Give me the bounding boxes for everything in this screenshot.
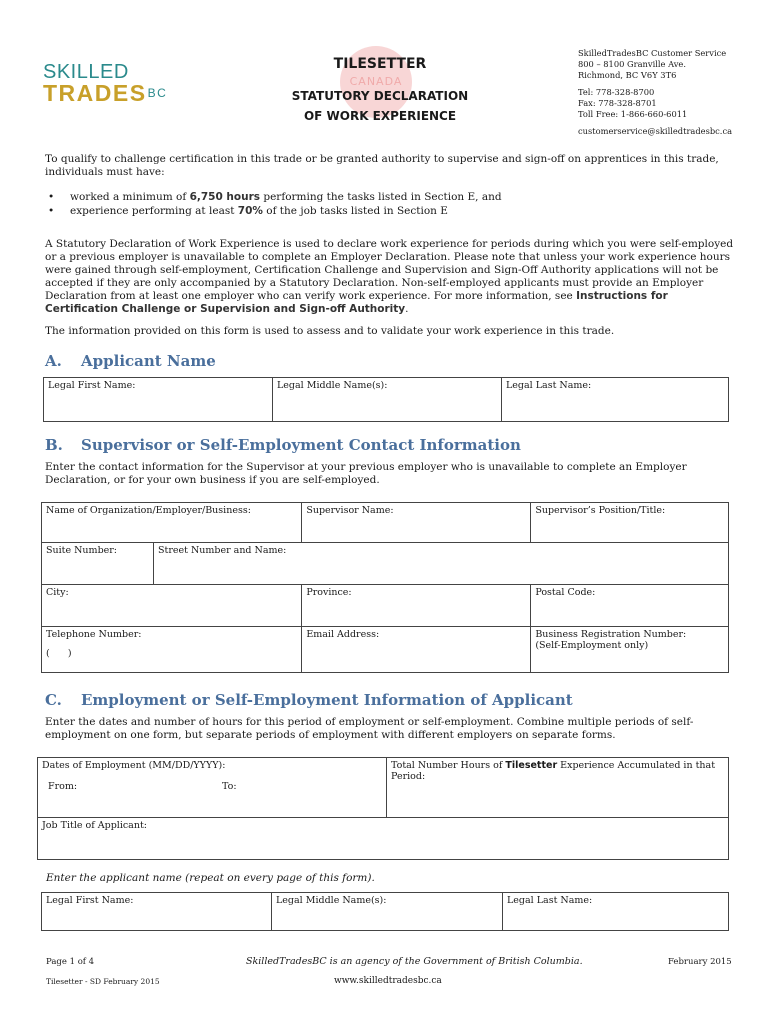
- trade-title: TILESETTER: [333, 56, 427, 72]
- postal-code-field[interactable]: Postal Code:: [531, 585, 729, 627]
- usage-note: The information provided on this form is used to assess and to validate your work experience in this trade.: [45, 325, 615, 337]
- legal-first-name-field[interactable]: Legal First Name:: [44, 378, 273, 422]
- city-field[interactable]: City:: [42, 585, 302, 627]
- section-c-heading: C. Employment or Self-Employment Information of Applicant: [45, 691, 573, 709]
- logo-bc: BC: [147, 86, 168, 100]
- repeat-first-name-field[interactable]: Legal First Name:: [42, 893, 272, 931]
- agency-statement: SkilledTradesBC is an agency of the Government of British Columbia.: [246, 956, 583, 967]
- requirements-list: [48, 190, 708, 218]
- form-code: Tilesetter - SD February 2015: [46, 977, 160, 986]
- requirement-item: • experience performing at least 70% of the job tasks listed in Section E: [48, 205, 448, 217]
- logo-trades: TRADES: [43, 80, 147, 106]
- from-date-label: From:: [48, 781, 78, 792]
- intro-text: To qualify to challenge certification in this trade or be granted authority to supervise and sign-off on apprentices in this trade, individuals must have:: [45, 153, 719, 178]
- repeat-last-name-field[interactable]: Legal Last Name:: [503, 893, 729, 931]
- footer-date: February 2015: [668, 957, 732, 967]
- requirement-item: • worked a minimum of 6,750 hours performing the tasks listed in Section E, and: [48, 191, 502, 203]
- business-registration-field[interactable]: Business Registration Number: (Self-Employment only): [531, 627, 729, 673]
- area-code-parens: ( ): [46, 648, 72, 659]
- section-b-heading: B. Supervisor or Self-Employment Contact Information: [45, 436, 521, 454]
- canada-stamp: CANADA: [340, 46, 412, 118]
- total-hours-field[interactable]: Total Number Hours of Tilesetter Experience Accumulated in that Period:: [387, 758, 729, 818]
- repeat-middle-name-field[interactable]: Legal Middle Name(s):: [272, 893, 503, 931]
- declaration-explanation: A Statutory Declaration of Work Experience is used to declare work experience for periods during which you were self-employed or a previous employer is unavailable to complete an Employer Declaration. Please note that unless your work experience hours were gained through self-employment, Certification Challenge and Supervision and Sign-Off Authority applications will not be accepted if they are only accompanied by a Statutory Declaration. Non-self-employed applicants must provide an Employer Declaration from at least one employer who can verify work experience. For more information, see Instructions for Certification Challenge or Supervision and Sign-off Authority.: [45, 238, 734, 315]
- subtitle-line2: OF WORK EXPERIENCE: [303, 109, 457, 123]
- instructions-link[interactable]: Instructions for Certification Challenge or Supervision and Sign-off Authority: [45, 290, 668, 315]
- supervisor-name-field[interactable]: Supervisor Name:: [302, 503, 531, 543]
- legal-last-name-field[interactable]: Legal Last Name:: [502, 378, 729, 422]
- contact-tollfree: Toll Free: 1-866-660-6011: [578, 109, 688, 119]
- repeat-name-table: [41, 892, 729, 931]
- email-field[interactable]: Email Address:: [302, 627, 531, 673]
- section-a-heading: A. Applicant Name: [45, 352, 216, 370]
- page-number: Page 1 of 4: [46, 957, 95, 967]
- legal-middle-name-field[interactable]: Legal Middle Name(s):: [273, 378, 502, 422]
- contact-block: [578, 48, 758, 137]
- subtitle-line1: STATUTORY DECLARATION: [291, 89, 469, 103]
- repeat-name-note: Enter the applicant name (repeat on every page of this form).: [46, 872, 375, 884]
- contact-info-table: [41, 502, 729, 673]
- to-date-label: To:: [222, 781, 237, 792]
- contact-fax: Fax: 778-328-8701: [578, 98, 657, 108]
- employment-info-table: [37, 757, 729, 860]
- applicant-name-table: [43, 377, 729, 422]
- job-title-field[interactable]: Job Title of Applicant:: [38, 818, 729, 860]
- section-c-description: Enter the dates and number of hours for this period of employment or self-employment. Combine multiple periods of self-employment on one form, but separate periods of employment with different employers on separate forms.: [45, 716, 694, 741]
- document-title: [255, 56, 505, 126]
- province-field[interactable]: Province:: [302, 585, 531, 627]
- suite-number-field[interactable]: Suite Number:: [42, 543, 154, 585]
- dates-of-employment-field[interactable]: Dates of Employment (MM/DD/YYYY): From: To:: [38, 758, 387, 818]
- contact-org: SkilledTradesBC Customer Service: [578, 48, 727, 58]
- street-field[interactable]: Street Number and Name:: [154, 543, 729, 585]
- contact-addr1: 800 – 8100 Granville Ave.: [578, 59, 686, 69]
- contact-tel: Tel: 778-328-8700: [578, 87, 655, 97]
- website-link[interactable]: www.skilledtradesbc.ca: [334, 976, 442, 986]
- section-b-description: Enter the contact information for the Supervisor at your previous employer who is unavailable to complete an Employer Declaration, or for your own business if you are self-employed.: [45, 461, 687, 486]
- logo-line1: SKILLED: [43, 61, 129, 83]
- contact-email: customerservice@skilledtradesbc.ca: [578, 126, 733, 136]
- skilledtradesbc-logo: [43, 62, 193, 110]
- contact-addr2: Richmond, BC V6Y 3T6: [578, 70, 677, 80]
- supervisor-position-field[interactable]: Supervisor’s Position/Title:: [531, 503, 729, 543]
- telephone-field[interactable]: Telephone Number: ( ): [42, 627, 302, 673]
- organization-name-field[interactable]: Name of Organization/Employer/Business:: [42, 503, 302, 543]
- logo-line2: [43, 82, 193, 104]
